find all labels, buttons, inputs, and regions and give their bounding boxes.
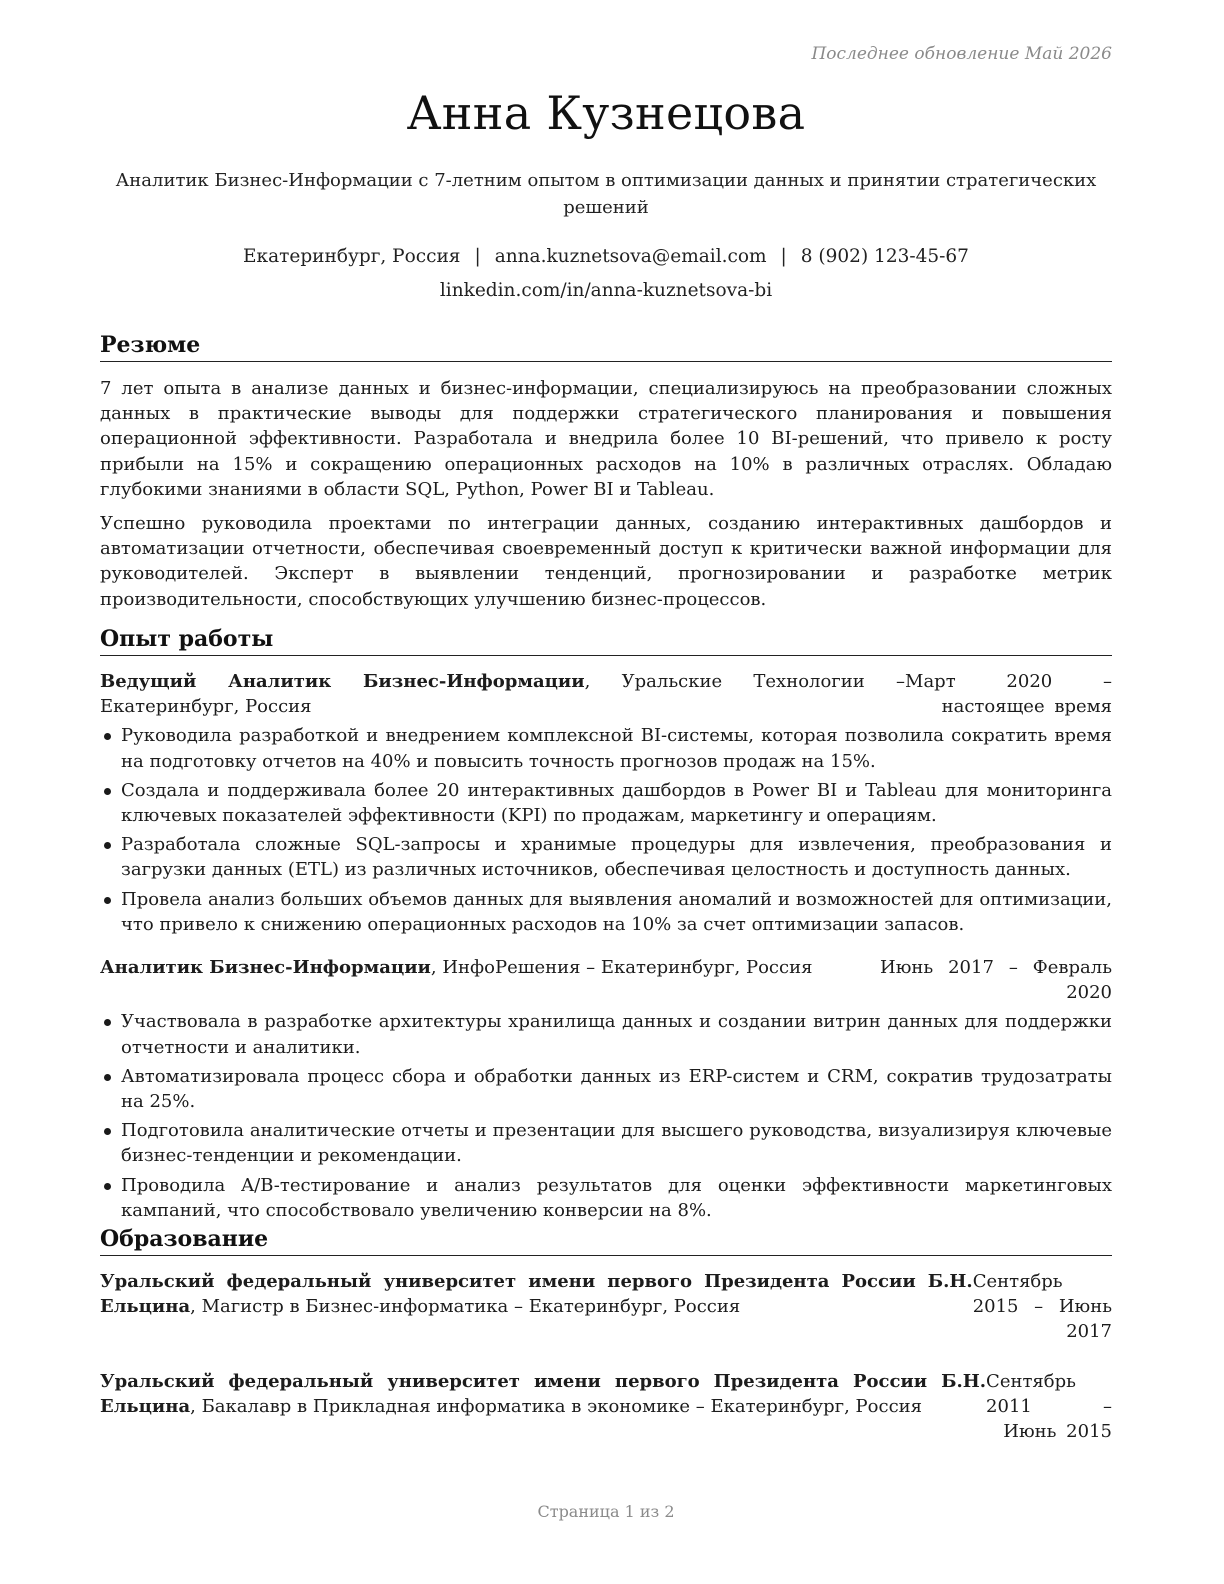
education-dates: Сентябрь 2015 – Июнь 2017 bbox=[972, 1271, 1112, 1343]
candidate-tagline: Аналитик Бизнес-Информации с 7-летним опытом в оптимизации данных и принятии стратегических решений bbox=[115, 170, 1097, 218]
list-item: Автоматизировала процесс сбора и обработки данных из ERP-систем и CRM, сократив трудозатраты на 25%. bbox=[100, 1064, 1112, 1114]
list-item: Руководила разработкой и внедрением комплексной BI-системы, которая позволила сократить время на подготовку отчетов на 40% и повысить точность прогнозов продаж на 15%. bbox=[100, 723, 1112, 773]
job-header bbox=[100, 955, 1112, 1005]
contact-line bbox=[100, 246, 1112, 267]
education-institution: Уральский федеральный университет имени первого Президента России Б.Н. Ельцина bbox=[100, 1271, 973, 1318]
education-title-line bbox=[100, 1369, 986, 1419]
contact-separator: | bbox=[780, 246, 787, 267]
job-entry bbox=[100, 955, 1112, 1223]
education-header bbox=[100, 1369, 1112, 1445]
page-number: Страница 1 из 2 bbox=[537, 1502, 675, 1521]
candidate-name: Анна Кузнецова bbox=[406, 86, 806, 140]
list-item: Создала и поддерживала более 20 интерактивных дашбордов в Power BI и Tableau для мониторинга ключевых показателей эффективности (KPI) по продажам, маркетингу и операциям. bbox=[100, 778, 1112, 828]
section-title-summary: Резюме bbox=[100, 331, 1112, 362]
job-dates: Июнь 2017 – Февраль 2020 bbox=[880, 957, 1112, 1004]
list-item: Проводила A/B-тестирование и анализ результатов для оценки эффективности маркетинговых кампаний, что способствовало увеличению конверсии на 8%. bbox=[100, 1173, 1112, 1223]
linkedin-line bbox=[100, 280, 1112, 301]
education-entry bbox=[100, 1269, 1112, 1345]
summary-section bbox=[100, 331, 1112, 612]
job-company: , ИнфоРешения – Екатеринбург, Россия bbox=[430, 957, 813, 979]
linkedin-link[interactable]: linkedin.com/in/anna-kuznetsova-bi bbox=[439, 280, 773, 301]
contact-separator: | bbox=[474, 246, 481, 267]
job-title-line bbox=[100, 669, 905, 719]
job-dates: Март 2020 – настоящее время bbox=[905, 671, 1112, 718]
education-header bbox=[100, 1269, 1112, 1345]
summary-paragraph: Успешно руководила проектами по интеграции данных, созданию интерактивных дашбордов и автоматизации отчетности, обеспечивая своевременный доступ к критически важной информации для руководителей. Эксперт в выявлении тенденций, прогнозировании и разработке метрик производительности, способствующих улучшению бизнес-процессов. bbox=[100, 513, 1112, 610]
experience-section bbox=[100, 625, 1112, 1223]
education-institution: Уральский федеральный университет имени первого Президента России Б.Н. Ельцина bbox=[100, 1370, 987, 1417]
education-dates: Сентябрь 2011 – Июнь 2015 bbox=[986, 1370, 1112, 1443]
job-bullets bbox=[100, 1009, 1112, 1223]
summary-paragraph: 7 лет опыта в анализе данных и бизнес-информации, специализируюсь на преобразовании сложных данных в практические выводы для поддержки стратегического планирования и повышения операционной эффективности. Разработала и внедрила более 10 BI-решений, что привело к росту прибыли на 15% и сокращению операционных расходов на 10% в различных отраслях. Обладаю глубокими знаниями в области SQL, Python, Power BI и Tableau. bbox=[100, 378, 1112, 500]
job-bullets bbox=[100, 723, 1112, 937]
list-item: Участвовала в разработке архитектуры хранилища данных и создании витрин данных для поддержки отчетности и аналитики. bbox=[100, 1009, 1112, 1059]
location-text: Екатеринбург, Россия bbox=[243, 246, 461, 267]
job-role: Аналитик Бизнес-Информации bbox=[100, 957, 431, 979]
last-updated-note: Последнее обновление Май 2026 bbox=[811, 44, 1112, 64]
section-title-experience: Опыт работы bbox=[100, 625, 1112, 656]
phone-text: 8 (902) 123-45-67 bbox=[800, 246, 969, 267]
list-item: Разработала сложные SQL-запросы и хранимые процедуры для извлечения, преобразования и загрузки данных (ETL) из различных источников, обеспечивая целостность и доступность данных. bbox=[100, 832, 1112, 882]
email-link[interactable]: anna.kuznetsova@email.com bbox=[494, 246, 767, 267]
job-header bbox=[100, 669, 1112, 719]
list-item: Провела анализ больших объемов данных для выявления аномалий и возможностей для оптимизации, что привело к снижению операционных расходов на 10% за счет оптимизации запасов. bbox=[100, 887, 1112, 937]
section-title-education: Образование bbox=[100, 1225, 1112, 1256]
education-degree: , Бакалавр в Прикладная информатика в экономике – Екатеринбург, Россия bbox=[190, 1395, 922, 1417]
education-degree: , Магистр в Бизнес-информатика – Екатеринбург, Россия bbox=[190, 1296, 741, 1318]
job-role: Ведущий Аналитик Бизнес-Информации bbox=[100, 671, 585, 692]
list-item: Подготовила аналитические отчеты и презентации для высшего руководства, визуализируя ключевые бизнес-тенденции и рекомендации. bbox=[100, 1118, 1112, 1168]
job-company: , Уральские Технологии – Екатеринбург, Россия bbox=[100, 671, 906, 718]
education-section bbox=[100, 1225, 1112, 1444]
education-entry bbox=[100, 1369, 1112, 1445]
job-entry bbox=[100, 669, 1112, 937]
education-title-line bbox=[100, 1269, 973, 1319]
job-title-line bbox=[100, 955, 880, 980]
resume-page bbox=[100, 0, 1112, 1584]
